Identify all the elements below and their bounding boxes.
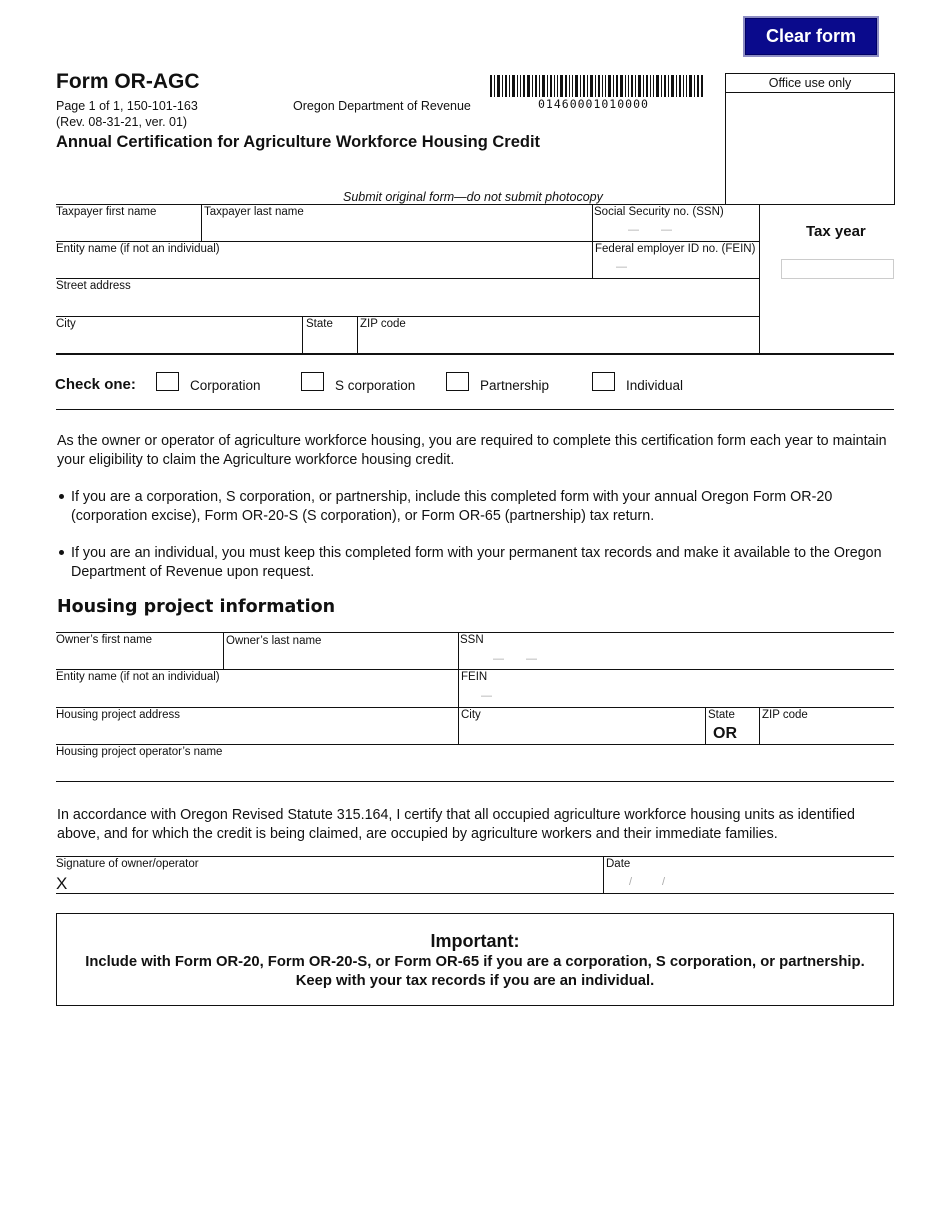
zip-label: ZIP code bbox=[360, 318, 406, 330]
department-name: Oregon Department of Revenue bbox=[293, 99, 471, 113]
date-slash: / bbox=[662, 876, 666, 888]
important-line-2: Keep with your tax records if you are an individual. bbox=[295, 973, 655, 989]
certification-text: In accordance with Oregon Revised Statute 315.164, I certify that all occupied agriculture workforce housing units as identified above, and for which the credit is being claimed, are occupied by agriculture workers and their immediate families. bbox=[57, 807, 855, 842]
submit-note: Submit original form—do not submit photocopy bbox=[343, 190, 603, 204]
ssn-dash: — bbox=[628, 224, 639, 236]
form-subtitle: Annual Certification for Agriculture Workforce Housing Credit bbox=[56, 133, 541, 151]
operator-name-label: Housing project operator’s name bbox=[56, 746, 223, 758]
zip-input[interactable] bbox=[361, 333, 756, 351]
taxpayer-ssn-label: Social Security no. (SSN) bbox=[594, 206, 724, 218]
office-use-label: Office use only bbox=[726, 74, 894, 93]
housing-zip-label: ZIP code bbox=[762, 709, 808, 721]
clear-form-button[interactable] bbox=[743, 16, 879, 57]
housing-entity-name-input[interactable] bbox=[58, 686, 454, 704]
important-line-1: Include with Form OR-20, Form OR-20-S, or Form OR-65 if you are a corporation, S corporation, or partnership. bbox=[85, 954, 865, 970]
housing-city-label: City bbox=[461, 709, 481, 721]
housing-heading: Housing project information bbox=[57, 597, 336, 617]
date-input[interactable] bbox=[608, 873, 890, 891]
form-title: Form OR-AGC bbox=[56, 70, 200, 93]
housing-city-input[interactable] bbox=[462, 724, 702, 742]
housing-state-value: OR bbox=[713, 725, 737, 742]
date-slash: / bbox=[629, 876, 633, 888]
check-one-label: Check one: bbox=[55, 376, 136, 393]
important-title: Important: bbox=[430, 931, 520, 951]
taxpayer-first-name-input[interactable] bbox=[58, 221, 198, 239]
owner-first-name-input[interactable] bbox=[58, 649, 220, 667]
s-corporation-checkbox[interactable] bbox=[301, 372, 324, 391]
bullet-corporation-text: If you are a corporation, S corporation, or partnership, include this completed form with your annual Oregon Form OR-20 (corporation excise), Form OR-20-S (S corporation), or Form OR-65 (partnership) tax return. bbox=[71, 489, 833, 524]
fein-dash: — bbox=[481, 690, 492, 702]
barcode-image bbox=[490, 75, 704, 97]
street-address-label: Street address bbox=[56, 280, 131, 292]
housing-address-label: Housing project address bbox=[56, 709, 181, 721]
individual-checkbox[interactable] bbox=[592, 372, 615, 391]
housing-state-label: State bbox=[708, 709, 735, 721]
tax-year-input[interactable] bbox=[781, 259, 894, 279]
ssn-dash: — bbox=[661, 224, 672, 236]
page-info: Page 1 of 1, 150-101-163 bbox=[56, 99, 198, 113]
operator-name-input[interactable] bbox=[58, 761, 892, 779]
housing-address-input[interactable] bbox=[58, 724, 454, 742]
taxpayer-first-name-label: Taxpayer first name bbox=[56, 206, 157, 218]
housing-zip-input[interactable] bbox=[763, 724, 891, 742]
housing-fein-input[interactable] bbox=[462, 686, 890, 704]
city-input[interactable] bbox=[58, 333, 298, 351]
state-label: State bbox=[306, 318, 333, 330]
city-label: City bbox=[56, 318, 76, 330]
signature-label: Signature of owner/operator bbox=[56, 858, 199, 870]
ssn-dash: — bbox=[526, 653, 537, 665]
owner-first-name-label: Owner’s first name bbox=[56, 634, 153, 646]
housing-fein-label: FEIN bbox=[461, 671, 488, 683]
taxpayer-last-name-input[interactable] bbox=[205, 221, 589, 239]
owner-last-name-label: Owner’s last name bbox=[226, 635, 322, 647]
fein-label: Federal employer ID no. (FEIN) bbox=[595, 243, 756, 255]
housing-entity-name-label: Entity name (if not an individual) bbox=[56, 671, 220, 683]
partnership-checkbox[interactable] bbox=[446, 372, 469, 391]
corporation-checkbox[interactable] bbox=[156, 372, 179, 391]
signature-input[interactable] bbox=[74, 873, 599, 891]
owner-ssn-label: SSN bbox=[460, 634, 484, 646]
bullet-dot bbox=[59, 550, 64, 555]
corporation-option-label: Corporation bbox=[190, 378, 261, 393]
fein-dash: — bbox=[616, 261, 627, 273]
date-label: Date bbox=[606, 858, 631, 870]
street-address-input[interactable] bbox=[58, 295, 756, 313]
entity-name-label: Entity name (if not an individual) bbox=[56, 243, 220, 255]
state-input[interactable] bbox=[306, 333, 354, 351]
clear-form-label: Clear form bbox=[765, 26, 857, 46]
taxpayer-ssn-input[interactable] bbox=[596, 221, 756, 239]
office-use-box bbox=[725, 73, 895, 205]
tax-year-label: Tax year bbox=[806, 223, 866, 240]
barcode-number: 01460001010000 bbox=[538, 97, 649, 111]
ssn-dash: — bbox=[493, 653, 504, 665]
intro-paragraph: As the owner or operator of agriculture workforce housing, you are required to complete this certification form each year to maintain your eligibility to claim the Agriculture workforce housing credit. bbox=[57, 433, 887, 468]
entity-name-input[interactable] bbox=[58, 258, 588, 276]
owner-last-name-input[interactable] bbox=[227, 649, 455, 667]
s-corporation-option-label: S corporation bbox=[335, 378, 416, 393]
signature-x-mark: X bbox=[56, 874, 68, 893]
important-box bbox=[56, 913, 894, 1006]
individual-option-label: Individual bbox=[626, 378, 684, 393]
revision: (Rev. 08-31-21, ver. 01) bbox=[56, 115, 188, 129]
bullet-dot bbox=[59, 494, 64, 499]
bullet-individual-text: If you are an individual, you must keep this completed form with your permanent tax records and make it available to the Oregon Department of Revenue upon request. bbox=[71, 545, 882, 580]
taxpayer-last-name-label: Taxpayer last name bbox=[204, 206, 304, 218]
partnership-option-label: Partnership bbox=[480, 378, 550, 393]
